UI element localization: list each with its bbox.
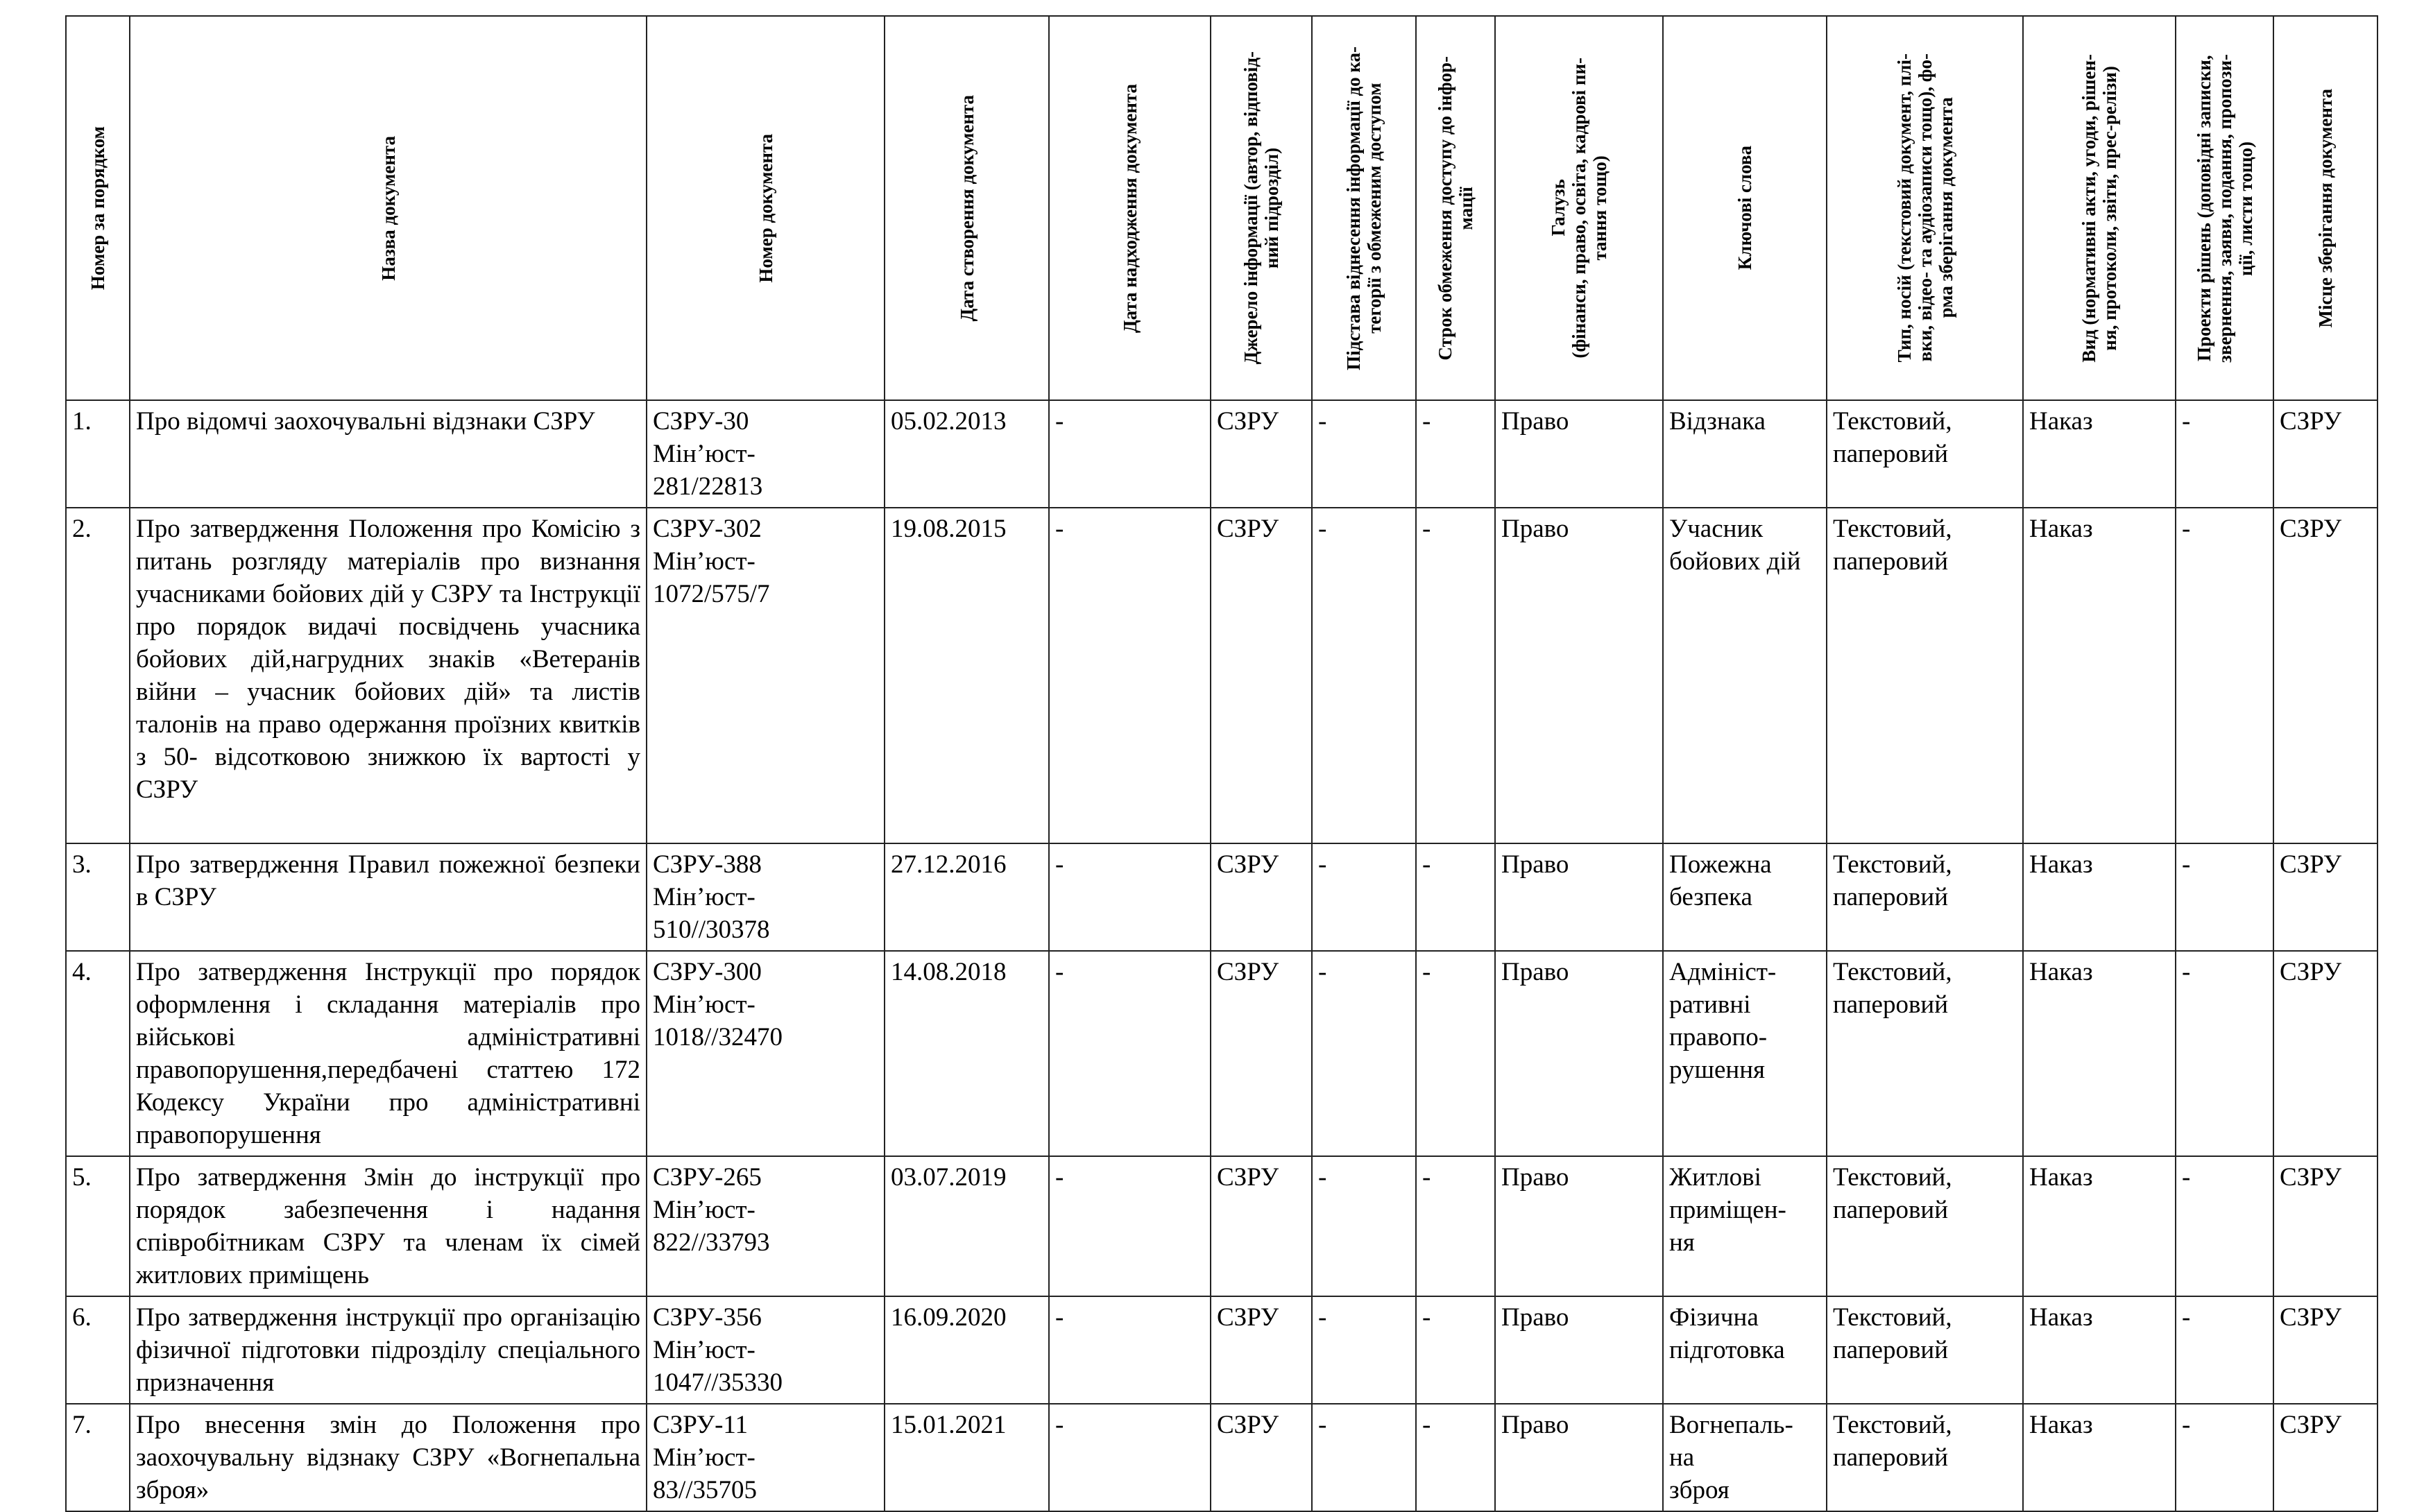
document-number-cell: СЗРУ-30 Мін’юст- 281/22813: [647, 400, 885, 508]
header-label: Вид (нормативні акти, угоди, рішен- ня, протоколи, звіти, прес-релізи): [2078, 53, 2120, 363]
document-number-cell: СЗРУ-11 Мін’юст- 83//35705: [647, 1404, 885, 1511]
field-cell: Право: [1495, 400, 1663, 508]
header-label: Місце зберігання документа: [2315, 88, 2336, 328]
received-date-cell: -: [1049, 1404, 1211, 1511]
header-draft-decisions: [2176, 16, 2273, 400]
received-date-cell: -: [1049, 951, 1211, 1156]
row-number-cell: 6.: [66, 1296, 130, 1404]
keywords-cell: Відзнака: [1663, 400, 1827, 508]
table-row: [66, 1296, 2377, 1404]
document-title-cell: Про внесення змін до Положення про заохочувальну відзнаку СЗРУ «Вогнепальна зброя»: [130, 1404, 647, 1511]
created-date-cell: 27.12.2016: [885, 843, 1049, 951]
restriction-term-cell: -: [1416, 1156, 1495, 1296]
table-row: [66, 843, 2377, 951]
table-row: [66, 508, 2377, 843]
created-date-cell: 16.09.2020: [885, 1296, 1049, 1404]
field-cell: Право: [1495, 1296, 1663, 1404]
header-label: Тип, носій (текстовий документ, плі- вки, відео- та аудіозаписи тощо), фо- рма зберігання документа: [1893, 53, 1956, 363]
type-medium-cell: Текстовий, паперовий: [1827, 508, 2023, 843]
restriction-basis-cell: -: [1312, 508, 1416, 843]
row-number-cell: 5.: [66, 1156, 130, 1296]
source-cell: СЗРУ: [1211, 951, 1312, 1156]
table-row: [66, 400, 2377, 508]
restriction-basis-cell: -: [1312, 1404, 1416, 1511]
document-title-cell: Про затвердження Інструкції про порядок оформлення і складання матеріалів про військові адміністративні правопорушення,передбачені статтею 172 Кодексу України про адміністративні правопорушення: [130, 951, 647, 1156]
restriction-basis-cell: -: [1312, 1296, 1416, 1404]
header-doc-number: [647, 16, 885, 400]
source-cell: СЗРУ: [1211, 400, 1312, 508]
received-date-cell: -: [1049, 400, 1211, 508]
document-title-cell: Про затвердження Правил пожежної безпеки в СЗРУ: [130, 843, 647, 951]
document-number-cell: СЗРУ-302 Мін’юст- 1072/575/7: [647, 508, 885, 843]
row-number-cell: 3.: [66, 843, 130, 951]
type-medium-cell: Текстовий, паперовий: [1827, 843, 2023, 951]
kind-cell: Наказ: [2023, 1296, 2176, 1404]
header-received-date: [1049, 16, 1211, 400]
kind-cell: Наказ: [2023, 400, 2176, 508]
source-cell: СЗРУ: [1211, 1156, 1312, 1296]
kind-cell: Наказ: [2023, 1404, 2176, 1511]
header-source: [1211, 16, 1312, 400]
draft-decisions-cell: -: [2176, 1156, 2273, 1296]
header-kind: [2023, 16, 2176, 400]
type-medium-cell: Текстовий, паперовий: [1827, 1296, 2023, 1404]
storage-place-cell: СЗРУ: [2273, 951, 2377, 1156]
restriction-term-cell: -: [1416, 508, 1495, 843]
keywords-cell: Житлові приміщен- ня: [1663, 1156, 1827, 1296]
restriction-basis-cell: -: [1312, 1156, 1416, 1296]
header-label: Ключові слова: [1734, 146, 1755, 270]
document-number-cell: СЗРУ-300 Мін’юст- 1018//32470: [647, 951, 885, 1156]
restriction-basis-cell: -: [1312, 951, 1416, 1156]
field-cell: Право: [1495, 1156, 1663, 1296]
source-cell: СЗРУ: [1211, 1296, 1312, 1404]
header-created-date: [885, 16, 1049, 400]
draft-decisions-cell: -: [2176, 951, 2273, 1156]
field-cell: Право: [1495, 1404, 1663, 1511]
field-cell: Право: [1495, 508, 1663, 843]
received-date-cell: -: [1049, 843, 1211, 951]
kind-cell: Наказ: [2023, 508, 2176, 843]
storage-place-cell: СЗРУ: [2273, 1296, 2377, 1404]
header-label: Номер документа: [755, 133, 776, 283]
document-title-cell: Про відомчі заохочувальні відзнаки СЗРУ: [130, 400, 647, 508]
row-number-cell: 4.: [66, 951, 130, 1156]
keywords-cell: Учасник бойових дій: [1663, 508, 1827, 843]
header-keywords: [1663, 16, 1827, 400]
field-cell: Право: [1495, 951, 1663, 1156]
table-row: [66, 951, 2377, 1156]
source-cell: СЗРУ: [1211, 843, 1312, 951]
restriction-term-cell: -: [1416, 843, 1495, 951]
document-title-cell: Про затвердження Положення про Комісію з питань розгляду матеріалів про визнання учасниками бойових дій у СЗРУ та Інструкції про порядок видачі посвідчень учасника бойових дій,нагрудних знаків «Ветеранів війни – учасник бойових дій» та листів талонів на право одержання проїзних квитків з 50- відсотковою знижкою їх вартості у СЗРУ: [130, 508, 647, 843]
document-number-cell: СЗРУ-388 Мін’юст- 510//30378: [647, 843, 885, 951]
document-number-cell: СЗРУ-356 Мін’юст- 1047//35330: [647, 1296, 885, 1404]
document-title-cell: Про затвердження інструкції про організацію фізичної підготовки підрозділу спеціального призначення: [130, 1296, 647, 1404]
type-medium-cell: Текстовий, паперовий: [1827, 951, 2023, 1156]
storage-place-cell: СЗРУ: [2273, 843, 2377, 951]
row-number-cell: 7.: [66, 1404, 130, 1511]
kind-cell: Наказ: [2023, 843, 2176, 951]
restriction-term-cell: -: [1416, 1296, 1495, 1404]
header-storage-place: [2273, 16, 2377, 400]
draft-decisions-cell: -: [2176, 400, 2273, 508]
restriction-basis-cell: -: [1312, 400, 1416, 508]
row-number-cell: 1.: [66, 400, 130, 508]
keywords-cell: Вогнепаль- на зброя: [1663, 1404, 1827, 1511]
header-label: Дата надходження документа: [1119, 83, 1141, 333]
draft-decisions-cell: -: [2176, 1296, 2273, 1404]
header-type-medium: [1827, 16, 2023, 400]
kind-cell: Наказ: [2023, 951, 2176, 1156]
draft-decisions-cell: -: [2176, 508, 2273, 843]
field-cell: Право: [1495, 843, 1663, 951]
keywords-cell: Фізична підготовка: [1663, 1296, 1827, 1404]
storage-place-cell: СЗРУ: [2273, 1156, 2377, 1296]
header-restriction-basis: [1312, 16, 1416, 400]
created-date-cell: 15.01.2021: [885, 1404, 1049, 1511]
type-medium-cell: Текстовий, паперовий: [1827, 1156, 2023, 1296]
created-date-cell: 19.08.2015: [885, 508, 1049, 843]
received-date-cell: -: [1049, 1296, 1211, 1404]
keywords-cell: Адмініст- ративні правопо- рушення: [1663, 951, 1827, 1156]
document-title-cell: Про затвердження Змін до інструкції про порядок забезпечення і надання співробітникам СЗРУ та членам їх сімей житлових приміщень: [130, 1156, 647, 1296]
header-field: [1495, 16, 1663, 400]
storage-place-cell: СЗРУ: [2273, 1404, 2377, 1511]
document-register-table: [65, 15, 2378, 1512]
restriction-basis-cell: -: [1312, 843, 1416, 951]
keywords-cell: Пожежна безпека: [1663, 843, 1827, 951]
storage-place-cell: СЗРУ: [2273, 508, 2377, 843]
restriction-term-cell: -: [1416, 951, 1495, 1156]
header-title: [130, 16, 647, 400]
received-date-cell: -: [1049, 508, 1211, 843]
header-label: Дата створення документа: [956, 94, 978, 322]
draft-decisions-cell: -: [2176, 1404, 2273, 1511]
draft-decisions-cell: -: [2176, 843, 2273, 951]
document-number-cell: СЗРУ-265 Мін’юст- 822//33793: [647, 1156, 885, 1296]
header-label: Галузь (фінанси, право, освіта, кадрові пи- тання тощо): [1548, 58, 1610, 359]
created-date-cell: 03.07.2019: [885, 1156, 1049, 1296]
header-label: Підстава віднесення інформації до ка- тегорії з обмеженим доступом: [1343, 46, 1385, 370]
header-label: Джерело інформації (автор, відповід- ний підрозділ): [1240, 51, 1282, 365]
table-body: [66, 400, 2377, 1511]
restriction-term-cell: -: [1416, 400, 1495, 508]
table-row: [66, 1404, 2377, 1511]
storage-place-cell: СЗРУ: [2273, 400, 2377, 508]
header-label: Назва документа: [377, 135, 399, 281]
created-date-cell: 05.02.2013: [885, 400, 1049, 508]
restriction-term-cell: -: [1416, 1404, 1495, 1511]
header-restriction-term: [1416, 16, 1495, 400]
type-medium-cell: Текстовий, паперовий: [1827, 1404, 2023, 1511]
table-row: [66, 1156, 2377, 1296]
document-sheet: [65, 15, 2378, 1512]
header-number: [66, 16, 130, 400]
header-label: Строк обмеження доступу до інфор- мації: [1435, 55, 1476, 361]
header-label: Проекти рішень (доповідні записки, звернення, заяви, подання, пропози- ції, листи тощо): [2193, 53, 2256, 363]
header-row: [66, 16, 2377, 400]
created-date-cell: 14.08.2018: [885, 951, 1049, 1156]
header-label: Номер за порядком: [87, 126, 108, 291]
kind-cell: Наказ: [2023, 1156, 2176, 1296]
type-medium-cell: Текстовий, паперовий: [1827, 400, 2023, 508]
received-date-cell: -: [1049, 1156, 1211, 1296]
source-cell: СЗРУ: [1211, 1404, 1312, 1511]
row-number-cell: 2.: [66, 508, 130, 843]
source-cell: СЗРУ: [1211, 508, 1312, 843]
